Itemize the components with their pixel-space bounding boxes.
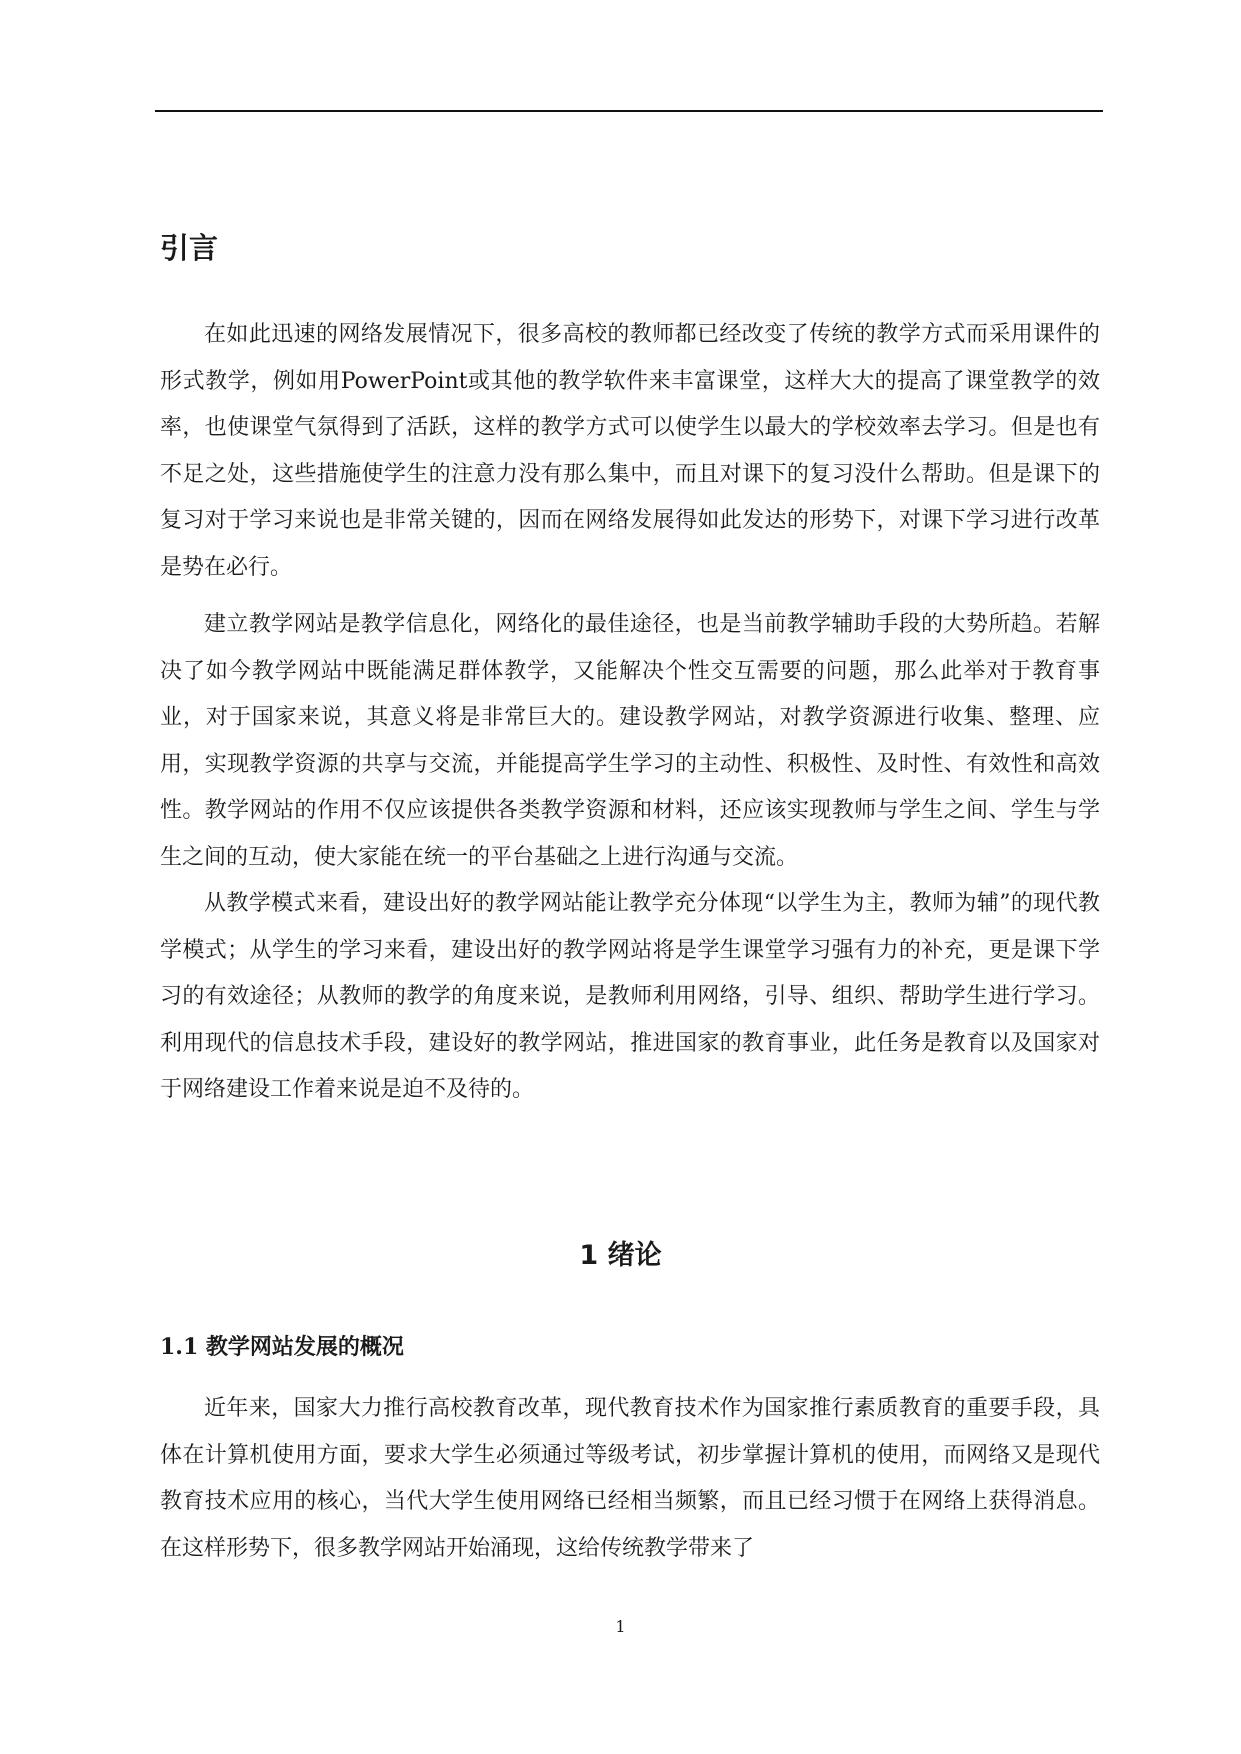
section-title-intro: 引言 <box>160 231 219 265</box>
intro-paragraph-1: 在如此迅速的网络发展情况下，很多高校的教师都已经改变了传统的教学方式而采用课件的形式教学，例如用PowerPoint或其他的教学软件来丰富课堂，这样大大的提高了课堂教学的效率，也使课堂气氛得到了活跃，这样的教学方式可以使学生以最大的学校效率去学习。但是也有不足之处，这些措施使学生的注意力没有那么集中，而且对课下的复习没什么帮助。但是课下的复习对于学习来说也是非常关键的，因而在网络发展得如此发达的形势下，对课下学习进行改革是势在必行。 <box>160 322 1100 580</box>
chapter-paragraph-1: 近年来，国家大力推行高校教育改革，现代教育技术作为国家推行素质教育的重要手段，具体在计算机使用方面，要求大学生必须通过等级考试，初步掌握计算机的使用，而网络又是现代教育技术应用的核心，当代大学生使用网络已经相当频繁，而且已经习惯于在网络上获得消息。在这样形势下，很多教学网站开始涌现，这给传统教学带来了 <box>160 1396 1100 1561</box>
intro-paragraph-3: 从教学模式来看，建设出好的教学网站能让教学充分体现“以学生为主，教师为辅”的现代教学模式；从学生的学习来看，建设出好的教学网站将是学生课堂学习强有力的补充，更是课下学习的有效途径；从教师的教学的角度来说，是教师利用网络，引导、组织、帮助学生进行学习。利用现代的信息技术手段，建设好的教学网站，推进国家的教育事业，此任务是教育以及国家对于网络建设工作着来说是迫不及待的。 <box>160 891 1100 1102</box>
header-rule <box>155 110 1103 112</box>
intro-paragraph-2: 建立教学网站是教学信息化，网络化的最佳途径，也是当前教学辅助手段的大势所趋。若解决了如今教学网站中既能满足群体教学，又能解决个性交互需要的问题，那么此举对于教育事业，对于国家来说，其意义将是非常巨大的。建设教学网站，对教学资源进行收集、整理、应用，实现教学资源的共享与交流，并能提高学生学习的主动性、积极性、及时性、有效性和高效性。教学网站的作用不仅应该提供各类教学资源和材料，还应该实现教师与学生之间、学生与学生之间的互动，使大家能在统一的平台基础之上进行沟通与交流。 <box>160 612 1100 870</box>
chapter-body <box>160 1386 1100 1572</box>
intro-body <box>160 312 1100 1114</box>
page-number: 1 <box>615 1617 626 1636</box>
subsection-title: 1.1 教学网站发展的概况 <box>160 1334 404 1360</box>
chapter-title: 1 绪论 <box>579 1240 662 1271</box>
